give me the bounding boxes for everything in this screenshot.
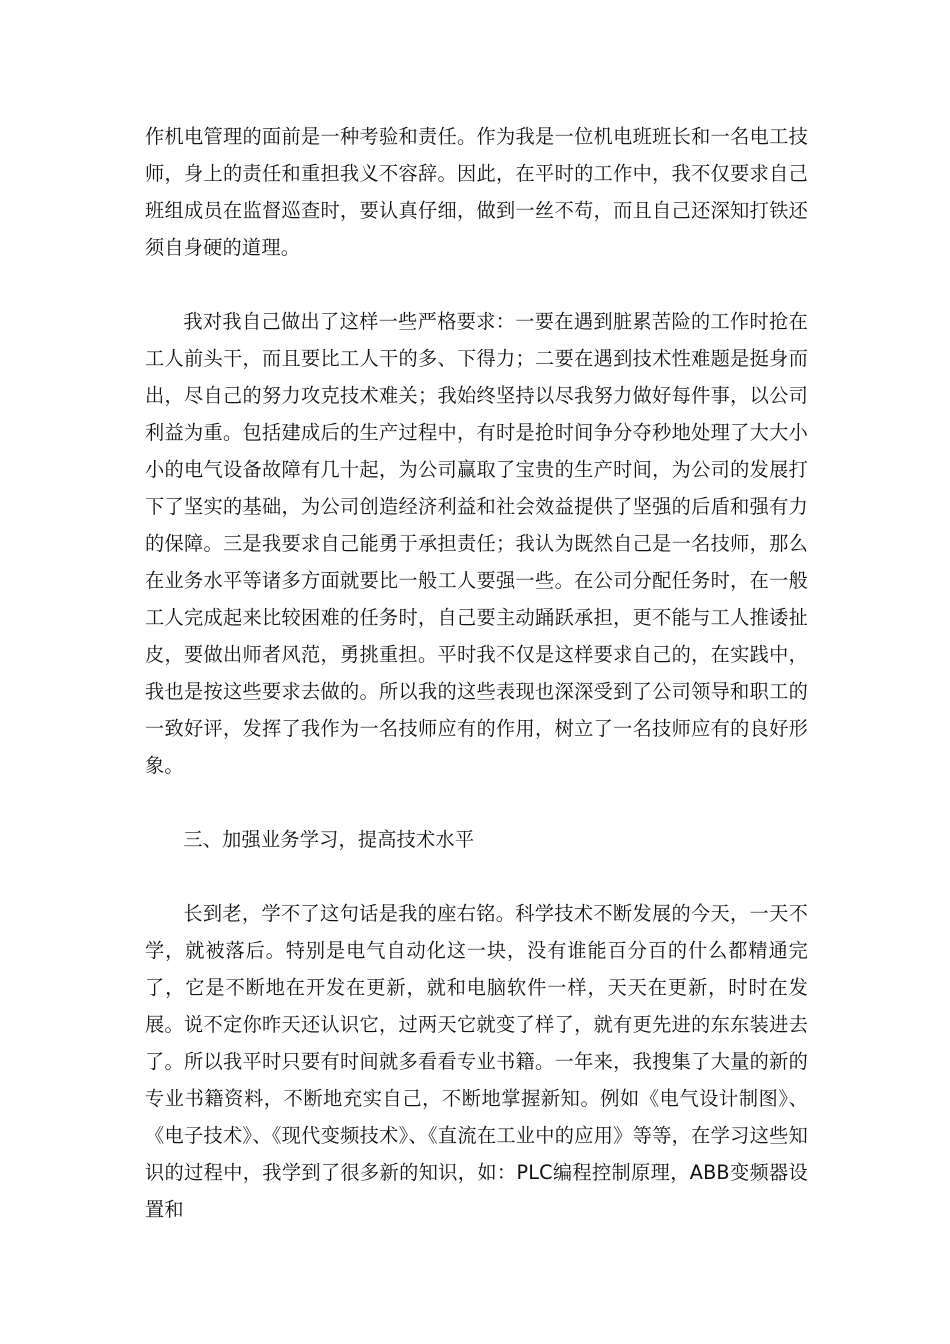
- paragraph-1: 作机电管理的面前是一种考验和责任。作为我是一位机电班班长和一名电工技师，身上的责任和重担我义不容辞。因此，在平时的工作中，我不仅要求自己班组成员在监督巡查时，要认真仔细，做到一丝不苟，而且自己还深知打铁还须自身硬的道理。: [145, 125, 808, 259]
- paragraph-4: 长到老，学不了这句话是我的座右铭。科学技术不断发展的今天，一天不学，就被落后。特别是电气自动化这一块，没有谁能百分百的什么都精通完了，它是不断地在开发在更新，就和电脑软件一样，天天在更新，时时在发展。说不定你昨天还认识它，过两天它就变了样了，就有更先进的东东装进去了。所以我平时只要有时间就多看看专业书籍。一年来，我搜集了大量的新的专业书籍资料，不断地充实自己，不断地掌握新知。例如《电气设计制图》、《电子技术》、《现代变频技术》、《直流在工业中的应用》等等，在学习这些知识的过程中，我学到了很多新的知识，如：PLC编程控制原理，ABB变频器设置和: [145, 902, 808, 1221]
- section-heading-3: 三、加强业务学习，提高技术水平: [183, 828, 475, 851]
- document-body: [145, 118, 808, 1228]
- paragraph-2: 我对我自己做出了这样一些严格要求：一要在遇到脏累苦险的工作时抢在工人前头干，而且要比工人干的多、下得力；二要在遇到技术性难题是挺身而出，尽自己的努力攻克技术难关；我始终坚持以尽我努力做好每件事，以公司利益为重。包括建成后的生产过程中，有时是抢时间争分夺秒地处理了大大小小的电气设备故障有几十起，为公司赢取了宝贵的生产时间，为公司的发展打下了坚实的基础，为公司创造经济利益和社会效益提供了坚强的后盾和强有力的保障。三是我要求自己能勇于承担责任；我认为既然自己是一名技师，那么在业务水平等诸多方面就要比一般工人要强一些。在公司分配任务时，在一般工人完成起来比较困难的任务时，自己要主动踊跃承担，更不能与工人推诿扯皮，要做出师者风范，勇挑重担。平时我不仅是这样要求自己的，在实践中，我也是按这些要求去做的。所以我的这些表现也深深受到了公司领导和职工的一致好评，发挥了我作为一名技师应有的作用，树立了一名技师应有的良好形象。: [145, 310, 808, 777]
